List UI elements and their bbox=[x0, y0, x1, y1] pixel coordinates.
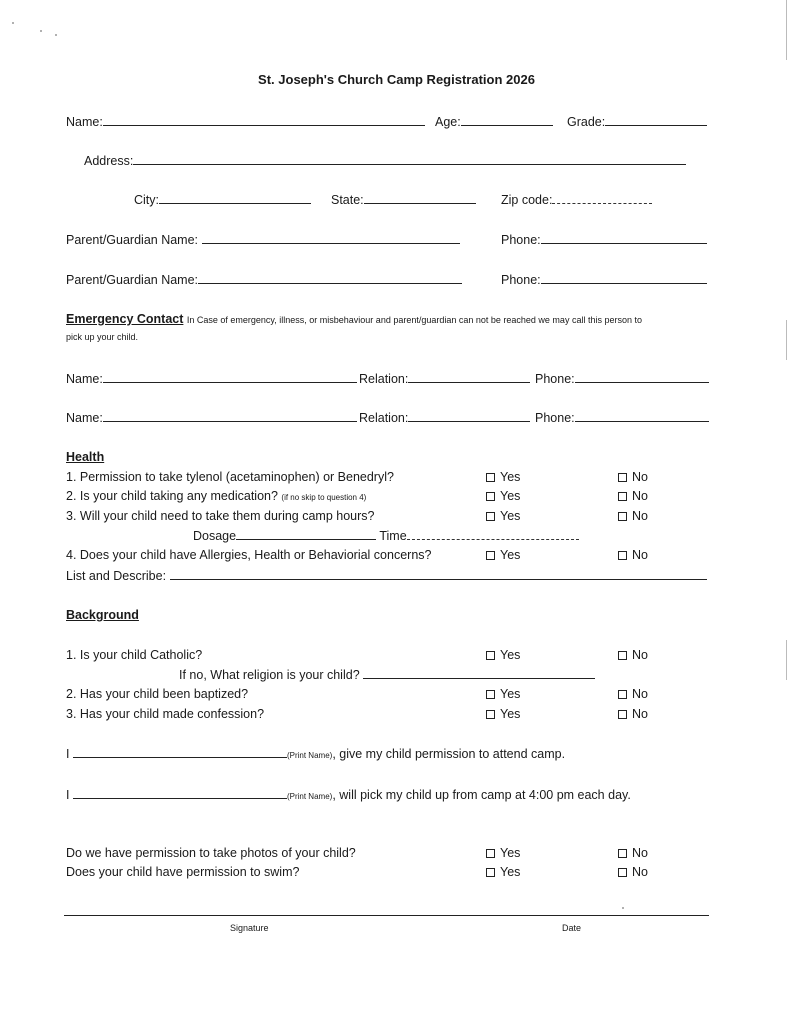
consent-pickup-statement: , will pick my child up from camp at 4:00 pm each day. bbox=[332, 788, 631, 802]
health-q3-yes[interactable] bbox=[486, 508, 520, 524]
scan-edge bbox=[786, 0, 787, 60]
scan-speck bbox=[12, 22, 14, 24]
no-label: No bbox=[632, 489, 648, 503]
address-row bbox=[84, 152, 686, 169]
background-q1-no[interactable] bbox=[618, 647, 648, 663]
parent2-phone-row bbox=[501, 271, 707, 288]
name-label: Name: bbox=[66, 115, 103, 129]
checkbox-icon[interactable] bbox=[618, 473, 627, 482]
grade-field[interactable] bbox=[605, 113, 707, 126]
consent-pickup-row bbox=[66, 786, 631, 805]
parent2-phone-field[interactable] bbox=[541, 271, 707, 284]
checkbox-icon[interactable] bbox=[618, 651, 627, 660]
background-q1-yes[interactable] bbox=[486, 647, 520, 663]
scan-edge bbox=[786, 640, 787, 680]
no-label: No bbox=[632, 470, 648, 484]
photos-question: Do we have permission to take photos of your child? bbox=[66, 846, 356, 860]
checkbox-icon[interactable] bbox=[486, 551, 495, 560]
checkbox-icon[interactable] bbox=[618, 868, 627, 877]
emergency1-name-row bbox=[66, 370, 357, 387]
zip-label: Zip code: bbox=[501, 193, 553, 207]
checkbox-icon[interactable] bbox=[618, 710, 627, 719]
emergency2-name-row bbox=[66, 409, 357, 426]
consent-attend-prefix: I bbox=[66, 747, 70, 761]
emergency2-phone-row bbox=[535, 409, 709, 426]
health-q2-yes[interactable] bbox=[486, 488, 520, 504]
background-q3-no[interactable] bbox=[618, 706, 648, 722]
name-field[interactable] bbox=[103, 113, 425, 126]
zip-field[interactable] bbox=[552, 191, 652, 204]
emergency2-relation-field[interactable] bbox=[408, 409, 530, 422]
parent1-row bbox=[66, 231, 460, 248]
emergency1-name-field[interactable] bbox=[103, 370, 357, 383]
emergency-heading-row bbox=[66, 311, 642, 328]
checkbox-icon[interactable] bbox=[618, 849, 627, 858]
dosage-label: Dosage bbox=[193, 529, 237, 543]
parent2-phone-label: Phone: bbox=[501, 273, 541, 287]
parent1-phone-label: Phone: bbox=[501, 233, 541, 247]
no-label: No bbox=[632, 846, 648, 860]
consent-pickup-prefix: I bbox=[66, 788, 70, 802]
parent2-row bbox=[66, 271, 462, 288]
emergency2-name-label: Name: bbox=[66, 411, 103, 425]
background-heading: Background bbox=[66, 608, 139, 622]
no-label: No bbox=[632, 687, 648, 701]
religion-row bbox=[179, 666, 595, 683]
signature-label: Signature bbox=[230, 923, 269, 933]
health-q1-yes[interactable] bbox=[486, 469, 520, 485]
name-row bbox=[66, 113, 425, 130]
consent-attend-print-name: (Print Name) bbox=[286, 751, 333, 760]
swim-no[interactable] bbox=[618, 864, 648, 880]
time-label: Time bbox=[379, 529, 407, 543]
emergency2-relation-label: Relation: bbox=[359, 411, 409, 425]
scan-speck bbox=[622, 907, 624, 909]
yes-label: Yes bbox=[500, 687, 521, 701]
yes-label: Yes bbox=[500, 846, 521, 860]
yes-label: Yes bbox=[500, 648, 521, 662]
health-q1-no[interactable] bbox=[618, 469, 648, 485]
age-field[interactable] bbox=[461, 113, 553, 126]
health-q2-row bbox=[66, 488, 366, 506]
background-q1: 1. Is your child Catholic? bbox=[66, 648, 203, 662]
list-describe-field[interactable] bbox=[170, 567, 707, 580]
dosage-row bbox=[193, 527, 579, 544]
parent2-field[interactable] bbox=[198, 271, 462, 284]
no-label: No bbox=[632, 865, 648, 879]
health-q4-yes[interactable] bbox=[486, 547, 520, 563]
consent-attend-row bbox=[66, 745, 565, 764]
emergency2-name-field[interactable] bbox=[103, 409, 357, 422]
swim-yes[interactable] bbox=[486, 864, 520, 880]
dosage-field[interactable] bbox=[236, 527, 376, 540]
no-label: No bbox=[632, 548, 648, 562]
emergency2-phone-label: Phone: bbox=[535, 411, 575, 425]
emergency-description-cont: pick up your child. bbox=[66, 332, 139, 342]
parent1-label: Parent/Guardian Name: bbox=[66, 233, 199, 247]
checkbox-icon[interactable] bbox=[486, 849, 495, 858]
yes-label: Yes bbox=[500, 707, 521, 721]
state-row bbox=[331, 191, 476, 208]
checkbox-icon[interactable] bbox=[618, 551, 627, 560]
health-heading: Health bbox=[66, 450, 105, 464]
parent1-field[interactable] bbox=[202, 231, 460, 244]
emergency1-relation-row bbox=[359, 370, 530, 387]
religion-field[interactable] bbox=[363, 666, 595, 679]
city-label: City: bbox=[134, 193, 159, 207]
yes-label: Yes bbox=[500, 865, 521, 879]
parent1-phone-row bbox=[501, 231, 707, 248]
address-field[interactable] bbox=[133, 152, 686, 165]
checkbox-icon[interactable] bbox=[486, 868, 495, 877]
state-label: State: bbox=[331, 193, 364, 207]
checkbox-icon[interactable] bbox=[618, 690, 627, 699]
health-q4: 4. Does your child have Allergies, Health or Behaviorial concerns? bbox=[66, 548, 432, 562]
emergency1-relation-label: Relation: bbox=[359, 372, 409, 386]
emergency1-name-label: Name: bbox=[66, 372, 103, 386]
age-row bbox=[435, 113, 553, 130]
checkbox-icon[interactable] bbox=[486, 690, 495, 699]
health-q2-no[interactable] bbox=[618, 488, 648, 504]
health-q2: 2. Is your child taking any medication? bbox=[66, 489, 278, 503]
state-field[interactable] bbox=[364, 191, 476, 204]
yes-label: Yes bbox=[500, 509, 521, 523]
health-q4-no[interactable] bbox=[618, 547, 648, 563]
emergency1-relation-field[interactable] bbox=[408, 370, 530, 383]
yes-label: Yes bbox=[500, 470, 521, 484]
emergency2-relation-row bbox=[359, 409, 530, 426]
emergency1-phone-label: Phone: bbox=[535, 372, 575, 386]
parent2-label: Parent/Guardian Name: bbox=[66, 273, 199, 287]
date-label: Date bbox=[562, 923, 582, 933]
background-q2: 2. Has your child been baptized? bbox=[66, 687, 249, 701]
scan-speck bbox=[55, 34, 57, 36]
scan-speck bbox=[40, 30, 42, 32]
background-q2-yes[interactable] bbox=[486, 686, 520, 702]
yes-label: Yes bbox=[500, 548, 521, 562]
checkbox-icon[interactable] bbox=[486, 492, 495, 501]
checkbox-icon[interactable] bbox=[486, 651, 495, 660]
emergency2-phone-field[interactable] bbox=[575, 409, 709, 422]
city-row bbox=[134, 191, 311, 208]
photos-no[interactable] bbox=[618, 845, 648, 861]
emergency-description: In Case of emergency, illness, or misbehaviour and parent/guardian can not be reached we may call this person to bbox=[186, 315, 642, 325]
no-label: No bbox=[632, 707, 648, 721]
zip-row bbox=[501, 191, 652, 208]
religion-label: If no, What religion is your child? bbox=[179, 668, 360, 682]
parent1-phone-field[interactable] bbox=[541, 231, 707, 244]
city-field[interactable] bbox=[159, 191, 311, 204]
emergency1-phone-row bbox=[535, 370, 709, 387]
background-q2-no[interactable] bbox=[618, 686, 648, 702]
list-describe-row bbox=[66, 567, 707, 584]
address-label: Address: bbox=[84, 154, 134, 168]
grade-row bbox=[567, 113, 707, 130]
no-label: No bbox=[632, 648, 648, 662]
emergency-heading: Emergency Contact bbox=[66, 312, 184, 326]
photos-yes[interactable] bbox=[486, 845, 520, 861]
checkbox-icon[interactable] bbox=[618, 512, 627, 521]
background-q3: 3. Has your child made confession? bbox=[66, 707, 265, 721]
health-q3: 3. Will your child need to take them during camp hours? bbox=[66, 509, 375, 523]
checkbox-icon[interactable] bbox=[618, 492, 627, 501]
consent-pickup-print-name: (Print Name) bbox=[286, 792, 333, 801]
form-title: St. Joseph's Church Camp Registration 2026 bbox=[258, 72, 535, 87]
consent-attend-name-field[interactable] bbox=[73, 745, 287, 758]
age-label: Age: bbox=[435, 115, 461, 129]
swim-question: Does your child have permission to swim? bbox=[66, 865, 300, 879]
health-q3-no[interactable] bbox=[618, 508, 648, 524]
emergency1-phone-field[interactable] bbox=[575, 370, 709, 383]
checkbox-icon[interactable] bbox=[486, 512, 495, 521]
time-field[interactable] bbox=[407, 527, 579, 540]
signature-line[interactable] bbox=[64, 915, 709, 916]
consent-pickup-name-field[interactable] bbox=[73, 786, 287, 799]
yes-label: Yes bbox=[500, 489, 521, 503]
consent-attend-statement: , give my child permission to attend camp. bbox=[332, 747, 566, 761]
scan-edge bbox=[786, 320, 787, 360]
grade-label: Grade: bbox=[567, 115, 606, 129]
checkbox-icon[interactable] bbox=[486, 710, 495, 719]
health-q2-note: (if no skip to question 4) bbox=[281, 493, 367, 502]
no-label: No bbox=[632, 509, 648, 523]
health-q1: 1. Permission to take tylenol (acetaminophen) or Benedryl? bbox=[66, 470, 394, 484]
list-describe-label: List and Describe: bbox=[66, 569, 167, 583]
checkbox-icon[interactable] bbox=[486, 473, 495, 482]
background-q3-yes[interactable] bbox=[486, 706, 520, 722]
